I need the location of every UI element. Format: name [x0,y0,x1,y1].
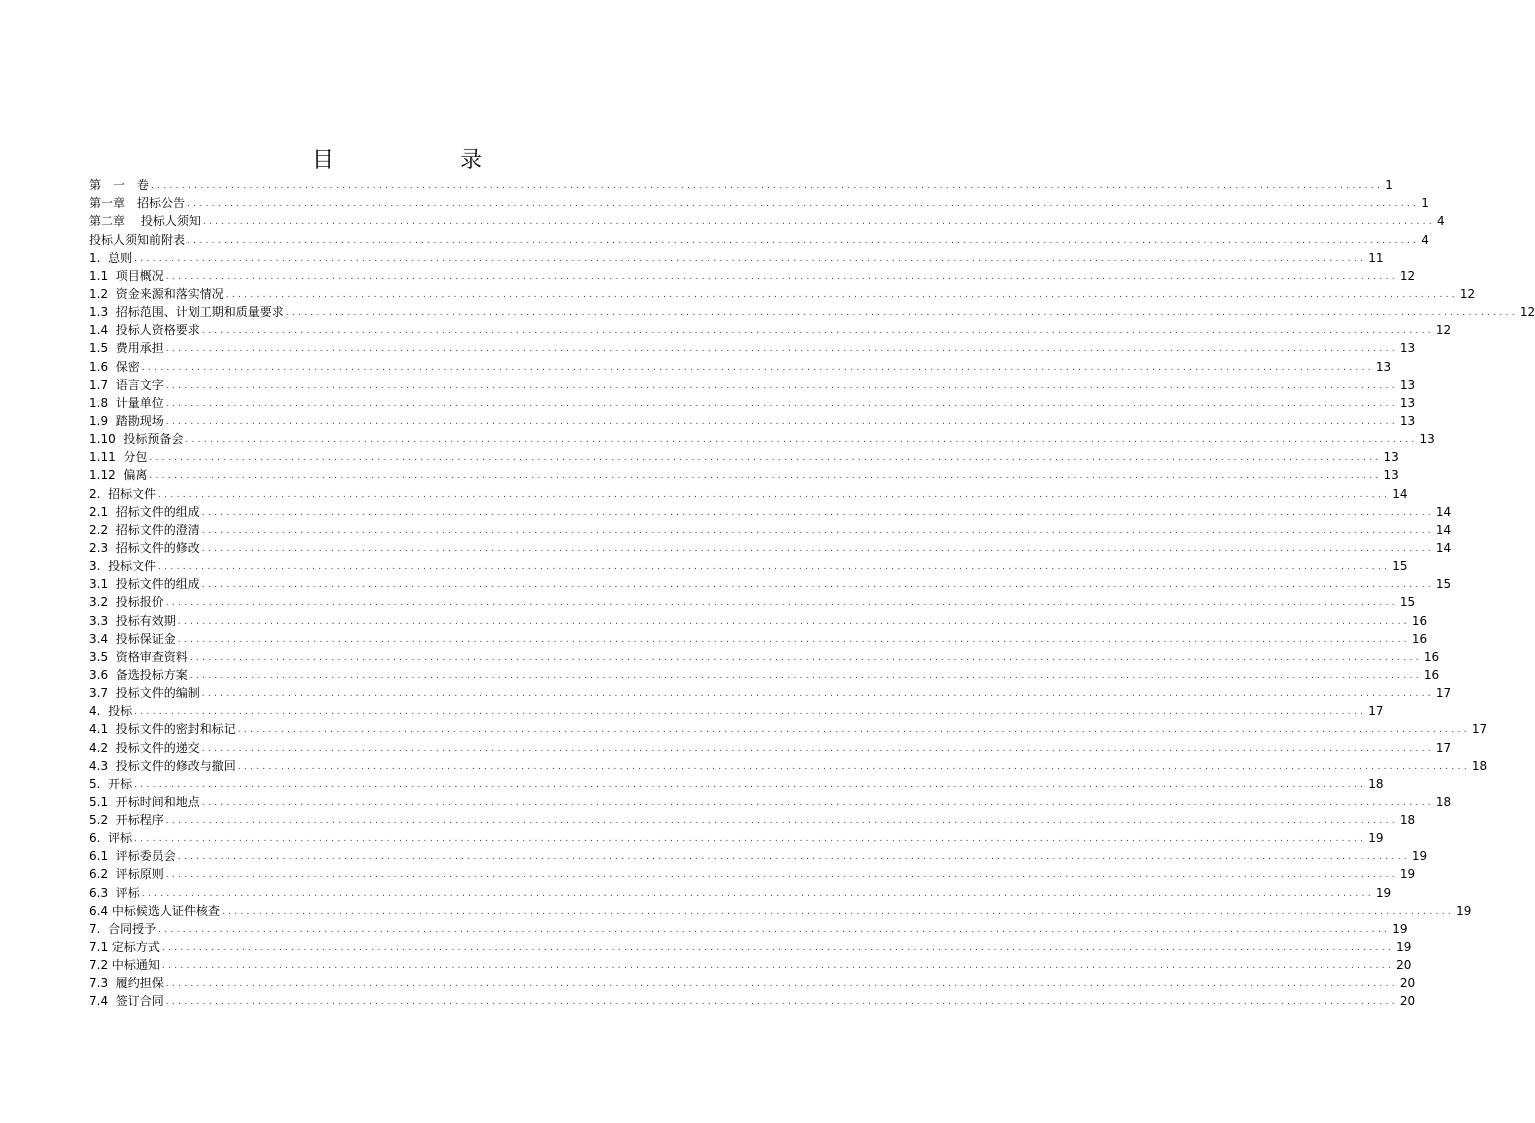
toc-entry-page-number: 13 [1419,432,1435,447]
toc-entry[interactable] [89,339,1416,357]
toc-entry[interactable] [89,285,1476,303]
toc-entry[interactable] [89,648,1440,666]
toc-entry[interactable] [89,484,1408,502]
toc-dot-leader: ........................................................................................................................................................................................................ [141,362,1374,373]
toc-entry[interactable] [89,394,1416,412]
toc-entry-page-number: 14 [1392,486,1408,501]
toc-entry-page-number: 14 [1435,522,1452,537]
toc-entry[interactable] [89,920,1408,938]
toc-dot-leader: ........................................................................................................................................................................................................ [225,289,1458,300]
toc-entry-label: 6.2 评标原则 [89,867,164,882]
toc-entry-page-number: 13 [1383,468,1399,483]
toc-entry-page-number: 11 [1368,250,1384,265]
toc-dot-leader: ........................................................................................................................................................................................................ [189,652,1422,663]
toc-entry-page-number: 4 [1421,232,1429,247]
toc-dot-leader: ........................................................................................................................................................................................................ [201,580,1434,591]
toc-dot-leader: ........................................................................................................................................................................................................ [189,670,1422,681]
toc-dot-leader: ........................................................................................................................................................................................................ [149,453,1382,464]
toc-entry-page-number: 16 [1423,667,1440,682]
toc-entry-label: 2.3 招标文件的修改 [89,540,200,555]
toc-entry-label: 6. 评标 [89,831,133,846]
toc-entry[interactable] [89,249,1384,267]
toc-entry-label: 7.1 定标方式 [89,940,160,955]
toc-entry-label: 6.4 中标候选人证件核查 [89,903,220,918]
toc-entry-label: 3.2 投标报价 [89,595,164,610]
toc-dot-leader: ........................................................................................................................................................................................................ [158,562,1391,573]
toc-entry[interactable] [89,303,1535,321]
toc-entry-page-number: 18 [1368,776,1384,791]
toc-dot-leader: ........................................................................................................................................................................................................ [177,634,1410,645]
toc-entry-page-number: 13 [1383,450,1399,465]
toc-entry-page-number: 13 [1399,341,1416,356]
toc-entry-label: 5.1 开标时间和地点 [89,794,200,809]
toc-dot-leader: ........................................................................................................................................................................................................ [161,961,1395,972]
toc-entry-label: 4.3 投标文件的修改与撤回 [89,758,236,773]
toc-entry-label: 7.2 中标通知 [89,958,160,973]
toc-entry-page-number: 13 [1375,359,1392,374]
toc-entry[interactable] [89,684,1452,702]
toc-entry-page-number: 12 [1519,305,1535,320]
toc-dot-leader: ........................................................................................................................................................................................................ [237,725,1470,736]
toc-dot-leader: ........................................................................................................................................................................................................ [201,543,1434,554]
toc-entry-page-number: 19 [1396,940,1412,955]
toc-entry[interactable] [89,847,1428,865]
toc-entry[interactable] [89,466,1399,484]
toc-entry[interactable] [89,267,1416,285]
toc-dot-leader: ........................................................................................................................................................................................................ [185,435,1418,446]
toc-entry[interactable] [89,521,1452,539]
toc-dot-leader: ........................................................................................................................................................................................................ [165,979,1398,990]
toc-entry[interactable] [89,956,1412,974]
toc-entry[interactable] [89,829,1384,847]
toc-dot-leader: ........................................................................................................................................................................................................ [187,235,1420,246]
toc-dot-leader: ........................................................................................................................................................................................................ [134,707,1367,718]
toc-entry[interactable] [89,865,1416,883]
toc-entry[interactable] [89,630,1428,648]
toc-entry-label: 5. 开标 [89,776,133,791]
toc-entry-page-number: 15 [1435,577,1452,592]
toc-entry[interactable] [89,539,1452,557]
toc-entry[interactable] [89,720,1488,738]
toc-dot-leader: ........................................................................................................................................................................................................ [165,344,1398,355]
toc-entry[interactable] [89,321,1452,339]
toc-entry-page-number: 16 [1411,631,1428,646]
toc-entry-label: 投标人须知前附表 [89,232,186,247]
toc-entry-page-number: 20 [1399,994,1416,1009]
toc-entry-label: 1.6 保密 [89,359,140,374]
toc-entry-label: 7.3 履约担保 [89,976,164,991]
toc-entry-page-number: 1 [1385,178,1393,193]
toc-entry[interactable] [89,357,1392,375]
toc-dot-leader: ........................................................................................................................................................................................................ [202,217,1435,228]
toc-entry-label: 3.7 投标文件的编制 [89,686,200,701]
toc-dot-leader: ........................................................................................................................................................................................................ [285,308,1518,319]
toc-entry-label: 3.5 资格审查资料 [89,649,188,664]
toc-dot-leader: ........................................................................................................................................................................................................ [134,253,1367,264]
toc-entry-label: 1.2 资金来源和落实情况 [89,286,224,301]
toc-dot-leader: ........................................................................................................................................................................................................ [165,598,1398,609]
toc-entry-label: 1.12 偏离 [89,468,148,483]
toc-entry-page-number: 20 [1399,976,1416,991]
toc-entry-page-number: 18 [1399,813,1416,828]
toc-dot-leader: ........................................................................................................................................................................................................ [151,181,1384,192]
toc-entry-label: 1.9 踏勘现场 [89,413,164,428]
toc-entry-page-number: 19 [1392,921,1408,936]
toc-dot-leader: ........................................................................................................................................................................................................ [165,380,1398,391]
toc-entry-page-number: 13 [1399,377,1416,392]
toc-entry-page-number: 15 [1392,559,1408,574]
toc-entry-label: 2. 招标文件 [89,486,157,501]
toc-entry[interactable] [89,448,1399,466]
toc-entry-page-number: 17 [1368,704,1384,719]
toc-entry[interactable] [89,793,1452,811]
toc-entry[interactable] [89,176,1393,194]
toc-entry-label: 7.4 签订合同 [89,994,164,1009]
toc-entry[interactable] [89,738,1452,756]
toc-entry-label: 6.3 评标 [89,885,140,900]
toc-entry-page-number: 20 [1396,958,1412,973]
toc-dot-leader: ........................................................................................................................................................................................................ [165,398,1398,409]
toc-entry-label: 3.1 投标文件的组成 [89,577,200,592]
toc-dot-leader: ........................................................................................................................................................................................................ [237,761,1470,772]
toc-entry-page-number: 19 [1411,849,1428,864]
toc-entry-page-number: 14 [1435,504,1452,519]
toc-entry-label: 4. 投标 [89,704,133,719]
toc-entry-label: 6.1 评标委员会 [89,849,176,864]
toc-dot-leader: ........................................................................................................................................................................................................ [177,852,1410,863]
toc-entry-label: 1.1 项目概况 [89,268,164,283]
toc-entry[interactable] [89,702,1384,720]
toc-dot-leader: ........................................................................................................................................................................................................ [165,416,1398,427]
toc-entry[interactable] [89,430,1435,448]
toc-entry-page-number: 12 [1435,323,1452,338]
toc-entry-page-number: 19 [1456,903,1472,918]
toc-dot-leader: ........................................................................................................................................................................................................ [201,525,1434,536]
toc-entry[interactable] [89,376,1416,394]
toc-entry-page-number: 19 [1368,831,1384,846]
toc-entry-label: 1.5 费用承担 [89,341,164,356]
toc-entry-page-number: 4 [1437,214,1445,229]
toc-dot-leader: ........................................................................................................................................................................................................ [158,489,1391,500]
toc-dot-leader: ........................................................................................................................................................................................................ [161,943,1395,954]
toc-entry[interactable] [89,938,1412,956]
toc-entry-page-number: 13 [1399,413,1416,428]
toc-entry-label: 7. 合同授予 [89,921,157,936]
toc-entry-label: 1. 总则 [89,250,133,265]
toc-entry-page-number: 14 [1435,540,1452,555]
toc-dot-leader: ........................................................................................................................................................................................................ [201,326,1434,337]
toc-dot-leader: ........................................................................................................................................................................................................ [201,797,1434,808]
toc-entry[interactable] [89,992,1416,1010]
toc-entry-label: 5.2 开标程序 [89,813,164,828]
toc-entry-page-number: 16 [1423,649,1440,664]
toc-entry[interactable] [89,412,1416,430]
toc-entry-label: 3.3 投标有效期 [89,613,176,628]
page-title: 目 录 [311,147,534,173]
toc-entry[interactable] [89,974,1416,992]
toc-dot-leader: ........................................................................................................................................................................................................ [165,271,1398,282]
toc-entry-label: 1.8 计量单位 [89,395,164,410]
toc-dot-leader: ........................................................................................................................................................................................................ [165,997,1398,1008]
toc-entry[interactable] [89,757,1488,775]
toc-entry-page-number: 19 [1399,867,1416,882]
toc-entry-label: 1.3 招标范围、计划工期和质量要求 [89,305,284,320]
toc-entry-label: 第二章 投标人须知 [89,214,201,229]
toc-entry-page-number: 17 [1435,740,1452,755]
toc-entry-label: 3.6 备选投标方案 [89,667,188,682]
toc-entry-page-number: 16 [1411,613,1428,628]
toc-entry-label: 1.10 投标预备会 [89,432,184,447]
toc-entry-label: 1.7 语言文字 [89,377,164,392]
toc-entry-page-number: 12 [1459,286,1476,301]
toc-entry-page-number: 18 [1471,758,1488,773]
toc-entry-label: 3. 投标文件 [89,559,157,574]
toc-entry-page-number: 19 [1375,885,1392,900]
toc-entry[interactable] [89,811,1416,829]
toc-entry-page-number: 1 [1421,196,1429,211]
toc-entry-label: 1.11 分包 [89,450,148,465]
toc-dot-leader: ........................................................................................................................................................................................................ [158,924,1391,935]
toc-entry-page-number: 17 [1471,722,1488,737]
toc-entry[interactable] [89,212,1445,230]
toc-entry-page-number: 12 [1399,268,1416,283]
toc-entry-page-number: 18 [1435,794,1452,809]
toc-dot-leader: ........................................................................................................................................................................................................ [201,689,1434,700]
toc-entry[interactable] [89,883,1392,901]
toc-dot-leader: ........................................................................................................................................................................................................ [165,816,1398,827]
toc-entry-label: 2.2 招标文件的澄清 [89,522,200,537]
toc-entry[interactable] [89,666,1440,684]
toc-entry-label: 第 一 卷 [89,178,150,193]
toc-entry-label: 第一章 招标公告 [89,196,186,211]
toc-entry-label: 1.4 投标人资格要求 [89,323,200,338]
toc-entry[interactable] [89,593,1416,611]
toc-dot-leader: ........................................................................................................................................................................................................ [187,199,1420,210]
toc-entry[interactable] [89,575,1452,593]
table-of-contents [89,176,1535,1010]
toc-entry-label: 4.2 投标文件的递交 [89,740,200,755]
toc-dot-leader: ........................................................................................................................................................................................................ [201,743,1434,754]
toc-entry[interactable] [89,557,1408,575]
toc-entry-label: 4.1 投标文件的密封和标记 [89,722,236,737]
toc-dot-leader: ........................................................................................................................................................................................................ [134,779,1367,790]
toc-entry[interactable] [89,503,1452,521]
toc-entry-page-number: 13 [1399,395,1416,410]
toc-entry[interactable] [89,230,1429,248]
toc-dot-leader: ........................................................................................................................................................................................................ [177,616,1410,627]
toc-dot-leader: ........................................................................................................................................................................................................ [141,888,1374,899]
toc-entry-page-number: 17 [1435,686,1452,701]
toc-entry-page-number: 15 [1399,595,1416,610]
toc-entry[interactable] [89,194,1429,212]
toc-entry[interactable] [89,775,1384,793]
toc-dot-leader: ........................................................................................................................................................................................................ [201,507,1434,518]
toc-dot-leader: ........................................................................................................................................................................................................ [221,906,1455,917]
toc-entry[interactable] [89,611,1428,629]
toc-dot-leader: ........................................................................................................................................................................................................ [149,471,1382,482]
toc-entry-label: 2.1 招标文件的组成 [89,504,200,519]
toc-dot-leader: ........................................................................................................................................................................................................ [165,870,1398,881]
toc-dot-leader: ........................................................................................................................................................................................................ [134,834,1367,845]
toc-entry-label: 3.4 投标保证金 [89,631,176,646]
toc-entry[interactable] [89,902,1472,920]
